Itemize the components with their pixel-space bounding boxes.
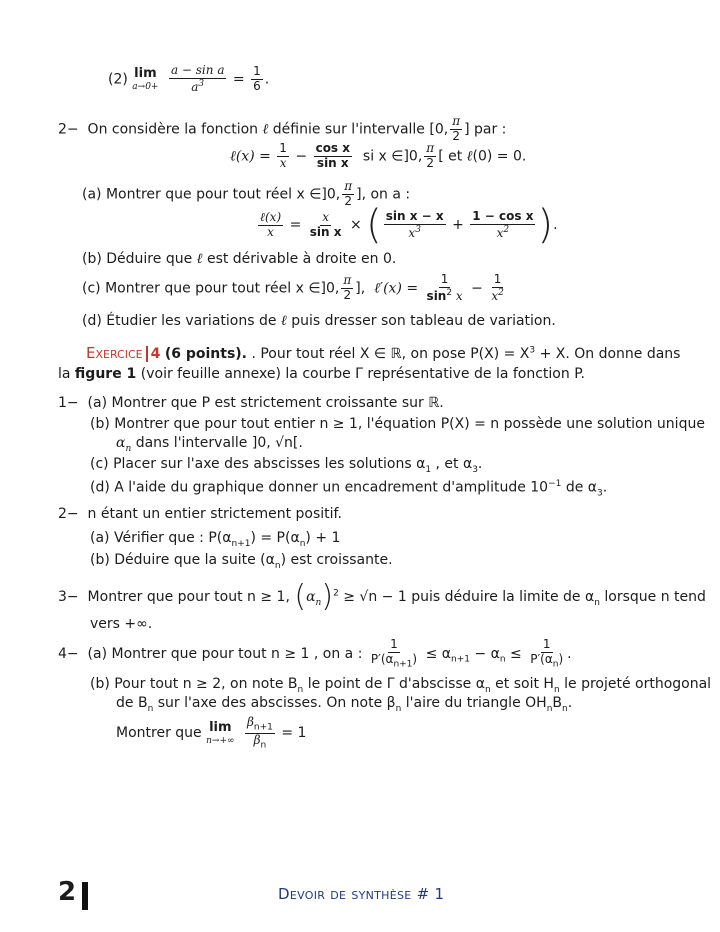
question-1c: (c) Placer sur l'axe des abscisses les solutions $\alpha_1$ , et $\alpha_3$. [90,456,483,475]
question-4b: (b) Pour tout n ≥ 2, on note $B_n$ le point de Γ d'abscisse $\alpha_n$ et soit $H_n$ le projeté orthogonal [90,676,712,695]
item-label: (2) [108,71,128,88]
question-4a: 4− (a) Montrer que pour tout n ≥ 1 , on a : $\frac{1}{P'(\alpha_{n+1})}$ ≤ $\alpha_{n+1} - \alpha_n$ ≤ $\frac{1}{P'(\alpha_n)}$ . [58,637,572,670]
limit-fraction: $\frac{\text{a − sin a}}{a^3}$ [170,63,225,94]
exercise-4-line2: la figure 1 (voir feuille annexe) la courbe Γ représentative de la fonction P. [58,366,585,382]
equation-2a: $\frac{\text{ℓ(x)}}{x}$ = $\frac{x}{\text{sin x}}$ × ( $\frac{\text{sin x − x}}{x^3}$ + $\frac{\text{1 − cos x}}{x^2}$ ). [260,202,558,248]
question-2-intro: 2− n étant un entier strictement positif. [58,506,342,522]
exercise-title: Exercice [86,344,143,362]
question-2a: (a) Montrer que pour tout réel x ∈]0, $\frac{\pi}{2}$ ], on a : [82,179,411,208]
part2-intro: 2− On considère la fonction ℓ définie sur l'intervalle [0, $\frac{\pi}{2}$ ] par : [58,114,507,143]
question-2a-ex4: (a) Vérifier que : $P(\alpha_{n+1}) = P(\alpha_n) + 1$ [90,530,341,549]
function-definition: ℓ(x) = $\frac{1}{x}$ − $\frac{\text{cos x}}{\text{sin x}}$ si x ∈]0, $\frac{\pi}{2}$ [ et ℓ(0) = 0. [230,141,527,170]
question-2b: (b) Déduire que ℓ est dérivable à droite en 0. [82,251,397,267]
page-bar [82,882,88,910]
exercise-4-header: Exercice 4 (6 points). . Pour tout réel X ∈ ℝ, on pose $P(X) = X^3 + X$. On donne dans [86,344,681,362]
question-1b: (b) Montrer que pour tout entier n ≥ 1, l'équation P(X) = n possède une solution unique [90,416,705,432]
question-4b-line3: Montrer que lim n→+∞ $\frac{\beta_{n+1}}{\beta_n}$ = 1 [116,715,307,751]
footer-title: Devoir de synthèse # 1 [278,885,445,903]
question-3: 3− Montrer que pour tout n ≥ 1, $(\alpha_n)^2 \ge √n - 1$ puis déduire la limite de $\alpha_n$ lorsque n tend [58,579,706,614]
question-4b-line2: de $B_n$ sur l'axe des abscisses. On note $\beta_n$ l'aire du triangle $OH_nB_n$. [116,695,573,714]
question-1a: 1− (a) Montrer que P est strictement croissante sur ℝ. [58,395,444,411]
page-number: 2 [58,878,88,910]
question-3-line2: vers +∞. [90,616,153,632]
question-2c: (c) Montrer que pour tout réel x ∈]0, $\frac{\pi}{2}$ ], ℓ′(x) = $\frac{1}{\sin^2 x}$ − $\frac{1}{x^2}$ [82,272,504,303]
question-1d: (d) A l'aide du graphique donner un encadrement d'amplitude $10^{-1}$ de $\alpha_3$. [90,479,608,499]
exercise-divider [146,346,148,362]
question-2b-ex4: (b) Déduire que la suite $(\alpha_n)$ est croissante. [90,552,393,571]
limit-operator: lim a→0+ [132,65,159,92]
limit-statement: (2) lim a→0+ $\frac{\text{a − sin a}}{a^3}$ = $\frac{1}{6}$ . [108,63,270,94]
question-1b-line2: $\alpha_n$ dans l'intervalle ]0, √n[. [116,435,303,454]
limit-result: $\frac{1}{6}$ [253,64,261,93]
question-2d: (d) Étudier les variations de ℓ puis dresser son tableau de variation. [82,313,556,329]
